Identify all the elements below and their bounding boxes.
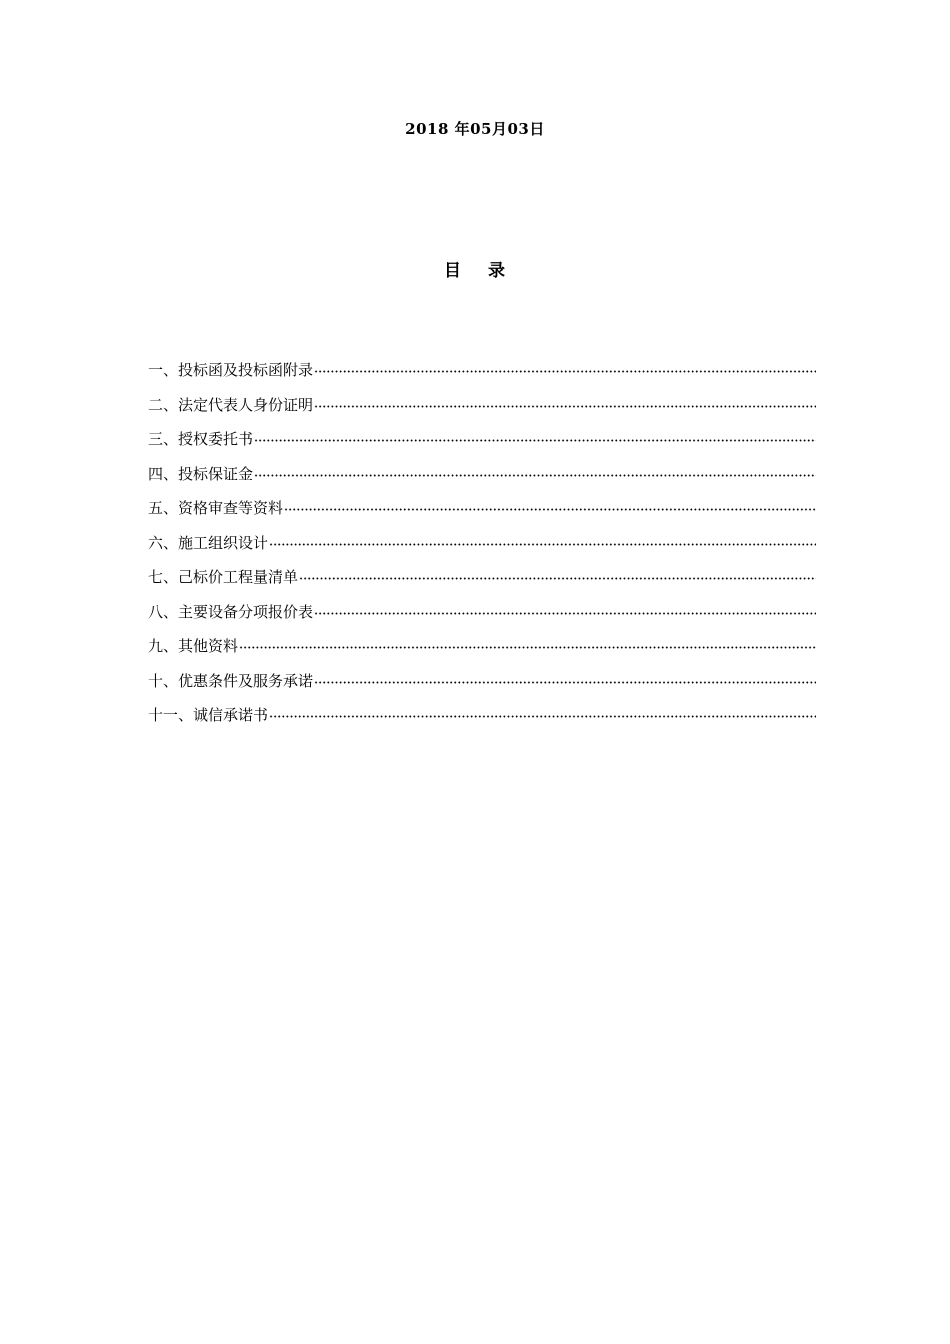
toc-item-11 <box>148 703 816 738</box>
toc-title-char-2: 录 <box>488 261 506 281</box>
toc-item-5 <box>148 496 816 531</box>
toc-item-label: 五、资格审查等资料 <box>148 499 284 517</box>
toc-leader-dots <box>314 600 816 618</box>
toc-leader-dots <box>284 496 816 514</box>
toc-item-2 <box>148 393 816 428</box>
toc-item-label: 六、施工组织设计 <box>148 533 269 552</box>
toc-leader-dots <box>314 669 816 687</box>
toc-item-6 <box>148 531 816 566</box>
toc-item-label: 一、投标函及投标函附录 <box>148 361 314 379</box>
toc-leader-dots <box>254 462 816 480</box>
toc-item-7 <box>148 565 816 600</box>
toc-item-label: 九、其他资料 <box>148 637 239 655</box>
toc-leader-dots <box>314 358 816 376</box>
toc-item-1 <box>148 358 816 393</box>
toc-item-3 <box>148 427 816 462</box>
toc-leader-dots <box>239 634 816 652</box>
toc-item-label: 三、授权委托书 <box>148 430 254 448</box>
toc-item-label: 八、主要设备分项报价表 <box>148 602 314 621</box>
toc-item-label: 十一、诚信承诺书 <box>148 706 269 724</box>
toc-item-label: 四、投标保证金 <box>148 464 254 483</box>
toc-leader-dots <box>314 393 816 411</box>
toc-item-10 <box>148 669 816 704</box>
toc-leader-dots <box>299 565 816 583</box>
toc-item-label: 二、法定代表人身份证明 <box>148 395 314 414</box>
toc-leader-dots <box>254 427 816 445</box>
toc-title <box>0 256 950 281</box>
toc-item-4 <box>148 462 816 497</box>
toc-leader-dots <box>269 703 816 721</box>
toc-list <box>148 358 816 738</box>
toc-item-label: 十、优惠条件及服务承诺 <box>148 671 314 690</box>
document-date: 2018 年05月03日 <box>405 120 545 138</box>
toc-item-8 <box>148 600 816 635</box>
toc-title-char-1: 目 <box>444 261 462 281</box>
toc-item-9 <box>148 634 816 669</box>
toc-item-label: 七、己标价工程量清单 <box>148 568 299 586</box>
toc-leader-dots <box>269 531 816 549</box>
